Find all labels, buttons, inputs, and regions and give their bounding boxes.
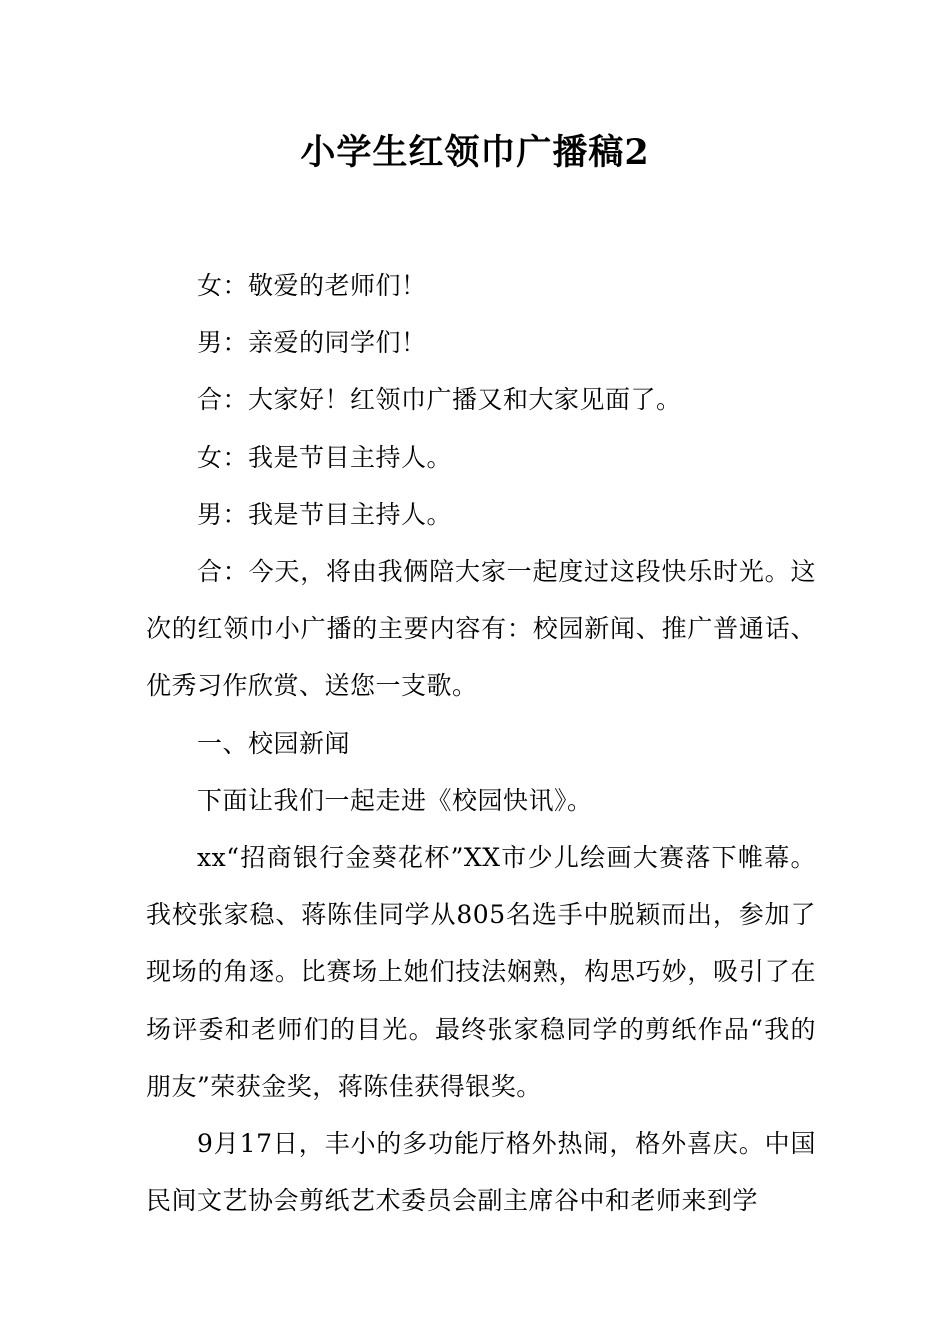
paragraph-program-intro: 合：今天，将由我俩陪大家一起度过这段快乐时光。这次的红领巾小广播的主要内容有：校园新闻、推广普通话、优秀习作欣赏、送您一支歌。 (146, 557, 816, 701)
paragraph-paper-cutting-event: 9月17日，丰小的多功能厅格外热闹，格外喜庆。中国民间文艺协会剪纸艺术委员会副主席谷中和老师来到学 (146, 1129, 816, 1216)
paragraph-drawing-contest: xx“招商银行金葵花杯”XX市少儿绘画大赛落下帷幕。我校张家稳、蒋陈佳同学从805名选手中脱颖而出，参加了现场的角逐。比赛场上她们技法娴熟，构思巧妙，吸引了在场评委和老师们的目光。最终张家稳同学的剪纸作品“我的朋友”荣获金奖，蒋陈佳获得银奖。 (146, 843, 816, 1101)
document-title: 小学生红领巾广播稿2 (300, 132, 650, 173)
paragraph-host-male: 男：我是节目主持人。 (197, 499, 453, 529)
paragraph-greeting-female: 女：敬爱的老师们！ (197, 271, 427, 300)
document-body (146, 257, 816, 1229)
paragraph-host-female: 女：我是节目主持人。 (197, 442, 453, 472)
section-heading-campus-news: 一、校园新闻 (197, 728, 351, 758)
paragraph-greeting-male: 男：亲爱的同学们！ (197, 328, 427, 358)
paragraph-campus-news-intro: 下面让我们一起走进《校园快讯》。 (197, 785, 593, 815)
paragraph-greeting-together: 合：大家好！红领巾广播又和大家见面了。 (197, 385, 682, 415)
